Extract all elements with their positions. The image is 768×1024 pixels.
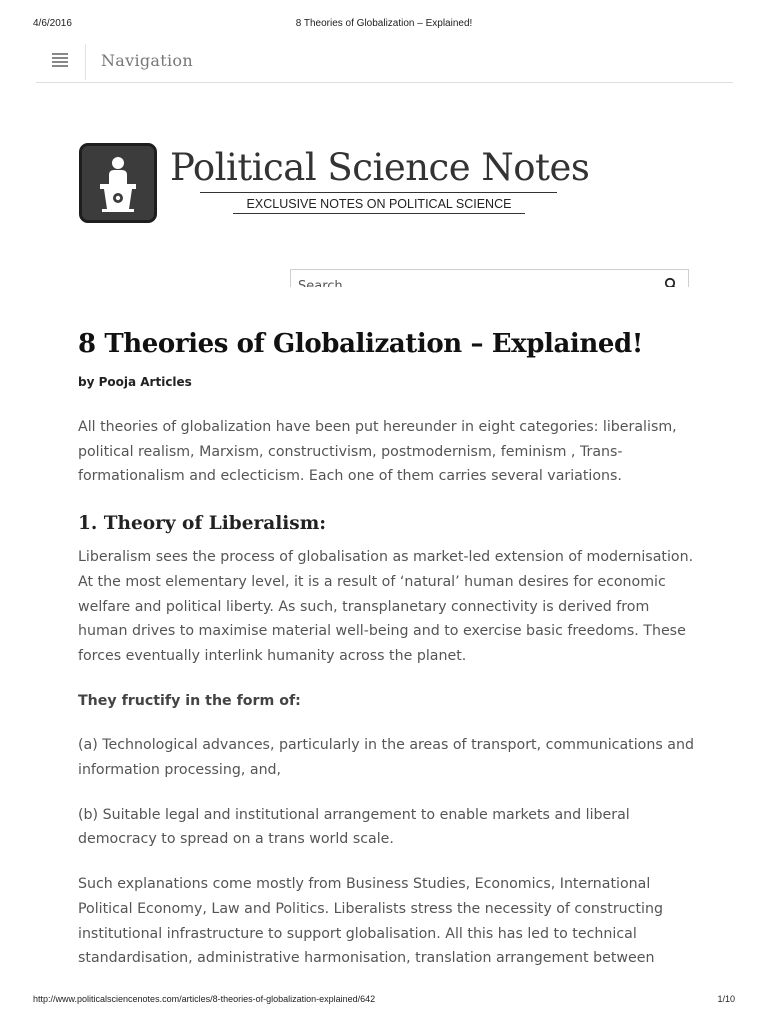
search-icon[interactable] xyxy=(664,277,678,287)
site-tagline: EXCLUSIVE NOTES ON POLITICAL SCIENCE xyxy=(233,197,525,214)
point-b: (b) Suitable legal and institutional arrangement to enable markets and liberal democracy to spread on a trans world scale. xyxy=(78,806,630,848)
article-byline: by Pooja Articles xyxy=(78,375,192,389)
search-input[interactable] xyxy=(291,276,658,287)
article xyxy=(78,326,698,971)
article-title: 8 Theories of Globalization – Explained! xyxy=(78,329,643,359)
print-header xyxy=(33,18,735,30)
site-logo[interactable] xyxy=(79,143,157,223)
print-page-title: 8 Theories of Globalization – Explained! xyxy=(295,18,473,29)
navigation-toggle[interactable]: Navigation xyxy=(101,51,193,70)
page-count: 1/10 xyxy=(717,994,735,1004)
navbar xyxy=(36,40,733,83)
intro-paragraph: All theories of globalization have been put hereunder in eight categories: liberalism, political realism, Marxism, constructivism, postmodernism, feminism , Trans-formationalism and eclecticism. Each one of them carries several variations. xyxy=(78,419,677,485)
explanations-paragraph: Such explanations come mostly from Business Studies, Economics, International Political Economy, Law and Politics. Liberalists stress the necessity of constructing institutional infrastructure to support globalisation. All this has led to technical standardisation, administrative harmonisation, translation arrangement between xyxy=(78,876,663,967)
site-title[interactable]: Political Science Notes xyxy=(170,146,590,189)
section-heading-liberalism: 1. Theory of Liberalism: xyxy=(78,513,327,535)
fructify-label: They fructify in the form of: xyxy=(78,692,301,709)
nav-divider xyxy=(85,44,86,80)
search-box xyxy=(290,269,689,287)
print-url: http://www.politicalsciencenotes.com/articles/8-theories-of-globalization-explained/642 xyxy=(33,994,376,1004)
hamburger-menu-icon[interactable] xyxy=(52,53,68,67)
podium-speaker-icon xyxy=(82,146,154,220)
print-date: 4/6/2016 xyxy=(33,18,72,29)
title-underline xyxy=(200,192,557,193)
liberalism-paragraph: Liberalism sees the process of globalisation as market-led extension of modernisation. At the most elementary level, it is a result of ‘natural’ human desires for economic welfare and political liberty. As such, transplanetary connectivity is derived from human drives to maximise material well-being and to exercise basic freedoms. These forces eventually interlink humanity across the planet. xyxy=(78,549,694,664)
print-footer xyxy=(33,992,735,1006)
point-a: (a) Technological advances, particularly in the areas of transport, communications and information processing, and, xyxy=(78,737,694,779)
